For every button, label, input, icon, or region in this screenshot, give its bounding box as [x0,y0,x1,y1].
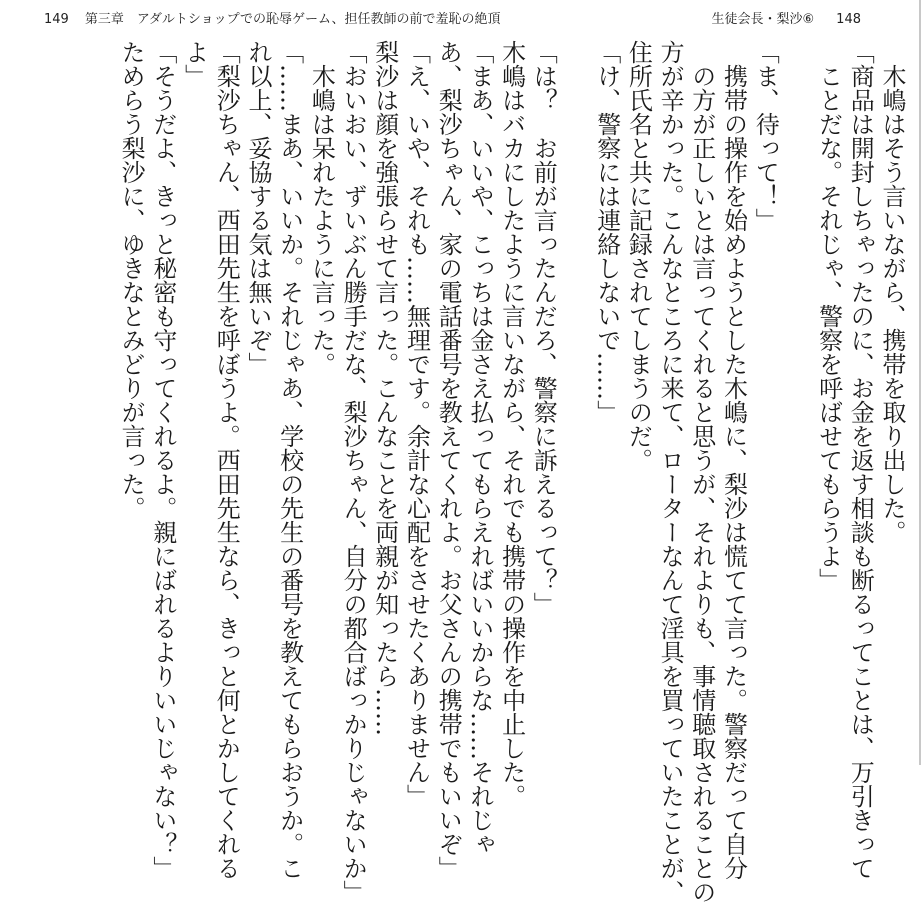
chapter-title: 第三章 アダルトショップでの恥辱ゲーム、担任教師の前で羞恥の絶頂 [84,12,501,27]
text-line: 「まあ、いいや、こっちは金さえ払ってもらえればいいからな……それじゃ [465,40,494,856]
text-line: れ以上、妥協する気は無いぞ」 [243,40,272,376]
section-title: 生徒会長・梨沙⑥ [711,12,815,27]
left-page-header [44,12,500,28]
right-page-header [712,12,861,28]
text-line: 携帯の操作を始めようとした木嶋に、梨沙は慌てて言った。警察だって自分 [719,64,748,880]
text-line: 「梨沙ちゃん、西田先生を呼ぼうよ。西田先生なら、きっと何とかしてくれる [212,40,241,880]
text-line: 「……まあ、いいか。それじゃあ、学校の先生の番号を教えてもらおうか。こ [275,40,304,880]
text-line: 「ま、待って！」 [751,40,780,232]
text-line: 方が辛かった。こんなところに来て、ローターなんて淫具を買っていたことが、 [656,40,685,904]
page-number-left: 149 [44,12,69,27]
text-line: 「そうだよ、きっと秘密も守ってくれるよ。親にばれるよりいいじゃない？」 [148,40,177,880]
text-line: 「け、警察には連絡しないで……」 [592,40,621,424]
vertical-body-text [114,40,907,904]
text-line: 梨沙は顔を強張らせて言った。こんなことを両親が知ったら…… [370,40,399,736]
text-line: よ」 [180,40,209,88]
text-line: 「商品は開封しちゃったのに、お金を返す相談も断るってことは、万引きって [846,40,875,880]
page-gutter [558,40,590,760]
text-line: あ、梨沙ちゃん、家の電話番号を教えてくれよ。お父さんの携帯でもいいぞ」 [434,40,463,880]
text-line: ためらう梨沙に、ゆきなとみどりが言った。 [117,40,146,520]
text-line: 「え、いや、それも……無理です。余計な心配をさせたくありません」 [402,40,431,808]
text-line: 木嶋はバカにしたように言いながら、それでも携帯の操作を中止した。 [497,40,526,808]
text-line: 住所氏名と共に記録されてしまうのだ。 [624,40,653,472]
text-line: ことだな。それじゃ、警察を呼ばせてもらうよ」 [814,64,843,592]
page-number-right: 148 [836,12,861,27]
text-line: 「おいおい、ずいぶん勝手だな、梨沙ちゃん、自分の都合ばっかりじゃないか」 [339,40,368,904]
text-line: 「は？ お前が言ったんだろ、警察に訴えるって？」 [529,40,558,616]
line-gap [780,40,812,760]
text-line: の方が正しいとは言ってくれると思うが、それよりも、事情聴取されることの [687,64,716,904]
text-line: 木嶋は呆れたように言った。 [307,64,336,376]
text-line: 木嶋はそう言いながら、携帯を取り出した。 [878,64,906,544]
